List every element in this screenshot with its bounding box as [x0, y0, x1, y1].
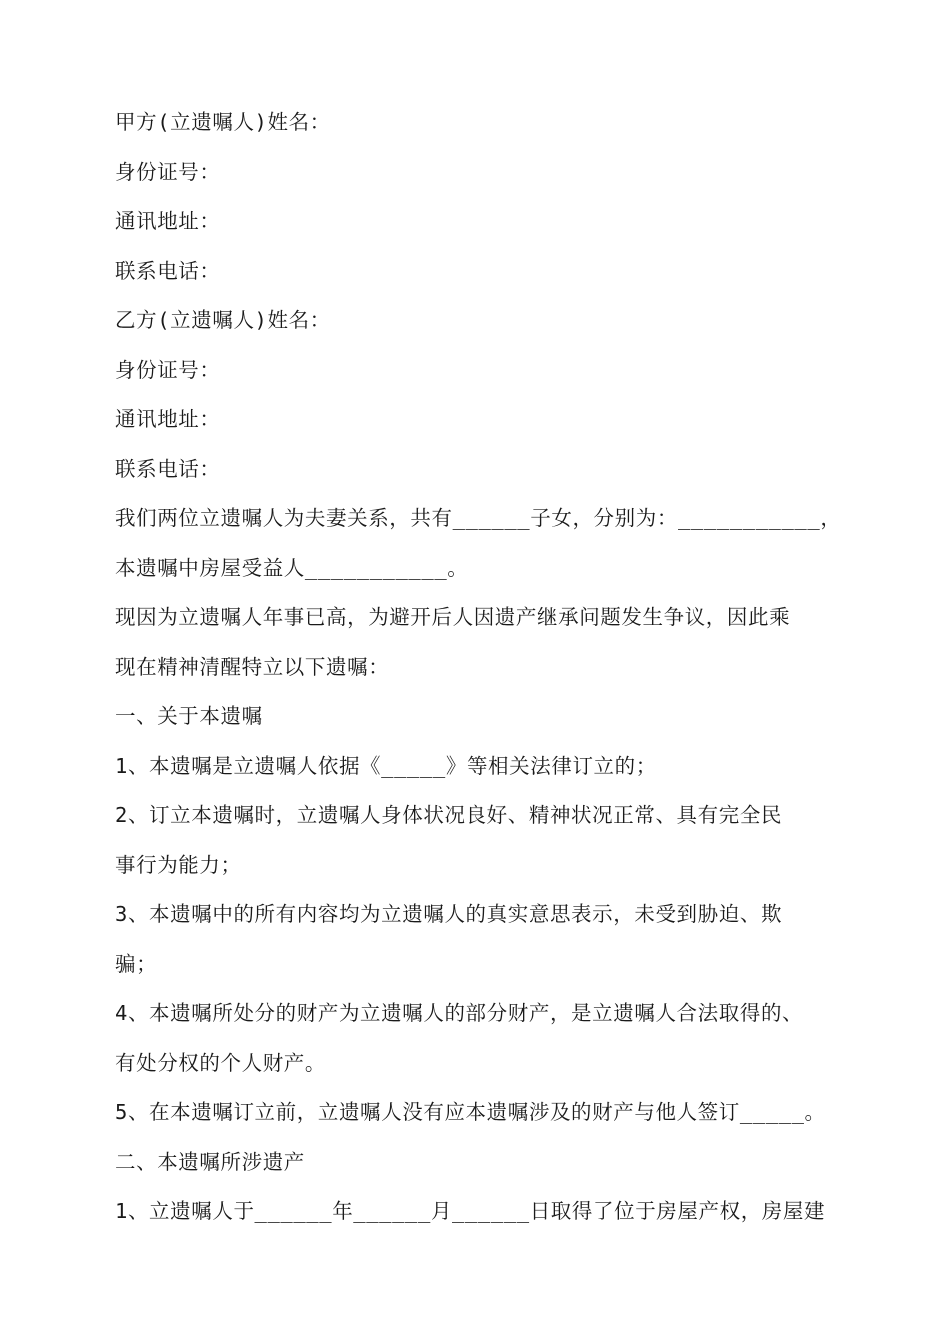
clause-line: 1、立遗嘱人于______年______月______日取得了位于房屋产权，房屋建 [115, 1199, 826, 1223]
document-body [115, 104, 845, 1243]
paragraph-line: 现在精神清醒特立以下遗嘱： [115, 654, 390, 679]
clause-line: 骗； [115, 951, 158, 976]
party-a-phone-line: 联系电话： [115, 258, 221, 283]
paragraph-line: 本遗嘱中房屋受益人___________。 [115, 555, 469, 580]
clause-line: 5、在本遗嘱订立前，立遗嘱人没有应本遗嘱涉及的财产与他人签订_____。 [115, 1100, 826, 1124]
party-a-id-line: 身份证号： [115, 159, 221, 184]
party-a-address-line: 通讯地址： [115, 209, 221, 233]
clause-line: 4、本遗嘱所处分的财产为立遗嘱人的部分财产，是立遗嘱人合法取得的、 [115, 1001, 804, 1025]
clause-line: 事行为能力； [115, 852, 242, 877]
paragraph-line: 我们两位立遗嘱人为夫妻关系，共有______子女，分别为：___________， [115, 506, 842, 530]
party-b-phone-line: 联系电话： [115, 456, 221, 481]
section-heading: 一、关于本遗嘱 [115, 704, 263, 728]
clause-line: 1、本遗嘱是立遗嘱人依据《_____》等相关法律订立的； [115, 753, 657, 778]
section-heading: 二、本遗嘱所涉遗产 [115, 1149, 305, 1174]
clause-line: 有处分权的个人财产。 [115, 1050, 326, 1075]
party-b-id-line: 身份证号： [115, 357, 221, 382]
clause-line: 3、本遗嘱中的所有内容均为立遗嘱人的真实意思表示，未受到胁迫、欺 [115, 902, 783, 926]
party-b-name-line: 乙方(立遗嘱人)姓名： [115, 308, 331, 332]
clause-line: 2、订立本遗嘱时，立遗嘱人身体状况良好、精神状况正常、具有完全民 [115, 803, 783, 827]
paragraph-line: 现因为立遗嘱人年事已高，为避开后人因遗产继承问题发生争议，因此乘 [115, 605, 791, 629]
party-a-name-line: 甲方(立遗嘱人)姓名： [115, 110, 331, 134]
party-b-address-line: 通讯地址： [115, 407, 221, 431]
